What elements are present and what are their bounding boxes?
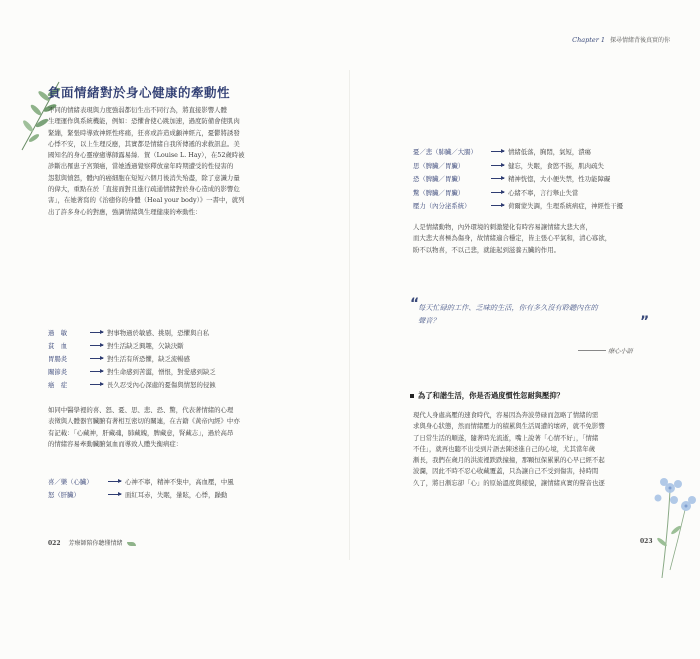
left-folio [48, 538, 136, 547]
text-line: 的偉大，重點在於「直接面對且進行疏通情緒對於身心造成的影響危 [48, 185, 240, 194]
text-line: 害」，在她著寫的《治癒你的身體（Heal your body）》一書中，就列 [48, 196, 245, 205]
arrow-icon [491, 151, 504, 152]
list-item: 癌 症 長久忍受內心深處的憂傷與情怒的侵蝕 [48, 381, 216, 389]
text-line: 久了，將日漸忘卻「心」的原始溫度與樣貌，讓情緒真實的聲音也逐 [413, 478, 605, 487]
list-item: 驚（脾臟／胃臟） 心緒不寧，言行舉止失當 [413, 188, 579, 197]
list-item: 過 敏 對事物過於敏感、挑剔，恐懼與自私 [48, 329, 210, 337]
arrow-icon [90, 332, 103, 333]
quote-attribution: 療心小語 [608, 348, 633, 355]
arrow-icon [491, 192, 504, 193]
right-paragraph-2 [413, 410, 663, 489]
text-line: 出了許多身心的對應，強調情緒與生理健康的牽動性： [48, 207, 202, 216]
running-header [572, 35, 670, 44]
text-line: 表徵與人體器官臟腑有著相互密切的關連，在古籍《黃帝內經》中亦 [48, 417, 240, 426]
arrow-icon [491, 205, 504, 206]
list-item: 憂／悲（肺臟／大腸） 情緒低落，胸悶，氣短，潰瘍 [413, 148, 592, 157]
list-item: 恐（脾臟／胃臟） 精神恍惚，大小便失禁，性功能障礙 [413, 175, 611, 184]
arrow-icon [108, 494, 121, 495]
right-folio [640, 538, 659, 545]
list-item: 怒（肝臟） 面紅耳赤，失眠，暈眩，心悸，躁動 [48, 491, 228, 499]
text-line: 波瀾，因此不時不忍心收藏覆蓋，只為讓自己不受到傷害，持時間 [413, 467, 599, 476]
text-line: 求與身心狀態，然而情緒壓力的積累與生活周遭的壞碎，就不免影響 [413, 422, 605, 431]
pull-quote [418, 301, 653, 327]
arrow-icon [90, 371, 103, 372]
chapter-label: Chapter 1 [572, 36, 606, 44]
organ-list-right [413, 145, 623, 213]
text-line: 如同中醫學裡的喜、怒、憂、思、悲、恐、驚，代表著情緒的心理 [48, 406, 234, 414]
text-line: 盼不以物喜，不以己悲，就能起到滋養五臟的作用。 [413, 245, 560, 254]
book-title: 芳療師陪你聽懂情緒 [68, 540, 123, 547]
text-line: 緊繃，緊張時導致神經性疼痛，狂喜或許造成顱神經亢，憂鬱將誘發 [48, 128, 240, 137]
text-line: 診斷出罹患子宮頸癌，當她透過覺察釋放童年時期遭受的性侵害的 [48, 162, 234, 171]
arrow-icon [491, 178, 504, 179]
text-line: 有記載：「心藏神，肝藏魂，肺藏魄，脾藏意，腎藏志」，過於高昂 [48, 428, 234, 437]
arrow-icon [90, 358, 103, 359]
list-item: 貧 血 對生活缺乏興趣，欠缺決斷 [48, 342, 184, 350]
list-item: 壓力（內分泌系統） 荷爾蒙失調，生理系統病症，神經性干擾 [413, 202, 624, 211]
text-line: 而大悲大喜極為傷身，故情緒適合穩定，皆主張心平氣和，清心寡欲， [413, 234, 612, 243]
text-line: 聲音？ [418, 316, 440, 325]
text-line: 生理運作與系統機能，例如：恐懼會使心跳加速，過度防備會使肌肉 [48, 117, 240, 126]
text-line: 怨懟與憤怒，體內的癌細胞在短短六個月後消失殆盡，除了意識力量 [48, 173, 240, 182]
arrow-icon [491, 165, 504, 166]
left-paragraph-2 [48, 405, 320, 450]
text-line: 每天忙碌的工作、乏味的生活，你有多久沒有聆聽內在的 [418, 303, 598, 312]
subheading: 為了和諧生活，你是否過度慣性忽耐與壓抑？ [410, 391, 564, 401]
right-paragraph-1 [413, 222, 663, 256]
list-item: 思（脾臟／胃臟） 健忘，失眠，食慾不振，肌肉疏失 [413, 161, 604, 170]
text-line: 現代人身處高壓的速食時代，容易因為奔波勞碌而忽略了情緒的需 [413, 411, 599, 419]
chapter-title: 探尋情緒背後真實的你 [609, 37, 670, 44]
text-line: 不同的情緒表現與力度強弱都衍生出不同行為，將直接影響人體 [48, 106, 227, 114]
text-line: 人是情緒動物，內外環境的刺激變化有時容易讓情緒大悲大喜， [413, 223, 592, 231]
text-line: 的情緒容易牽動臟腑氣血而導致人體失衡病症： [48, 439, 183, 448]
text-line: 漸長，我們在歲月的洪流裡跌跌撞撞，那顆恒保累累的心早已經不起 [413, 456, 605, 465]
text-line: 國知名的身心靈療癒導師露易絲．賀（Louise L. Hay），在52歲時被 [48, 151, 245, 160]
divider [578, 350, 606, 351]
left-paragraph-1 [48, 105, 320, 218]
text-line: 了日常生活的順遂，隨著時光流逝，嘴上說著「心情不好」，「情緒 [413, 433, 599, 442]
bullet-icon [410, 394, 414, 398]
arrow-icon [90, 384, 103, 385]
list-item: 喜／樂（心臟） 心神不寧，精神不集中，高血壓，中風 [48, 478, 234, 486]
text-line: 不佳」，就再也聽不出受到片語去陳述進自己的心境，尤其當年歲 [413, 444, 596, 453]
organ-list-left [48, 475, 234, 501]
leaf-icon [127, 542, 136, 546]
list-item: 胃腸炎 對生活有所恐懼，缺乏流暢感 [48, 355, 191, 363]
open-quote-icon: “ [410, 296, 420, 312]
section-title: 負面情緒對於身心健康的牽動性 [48, 85, 231, 100]
close-quote-icon: ” [640, 314, 650, 330]
symptom-list [48, 326, 216, 391]
arrow-icon [90, 345, 103, 346]
text-line: 心悸不安，以上生理反應，其實都是情緒自我所傳遞的求救訊息。美 [48, 139, 240, 148]
list-item: 關節炎 對生命感到苦澀，憎恨，對愛感到缺乏 [48, 368, 216, 376]
page-number: 022 [48, 540, 61, 547]
page-number: 023 [640, 538, 653, 545]
arrow-icon [108, 481, 121, 482]
